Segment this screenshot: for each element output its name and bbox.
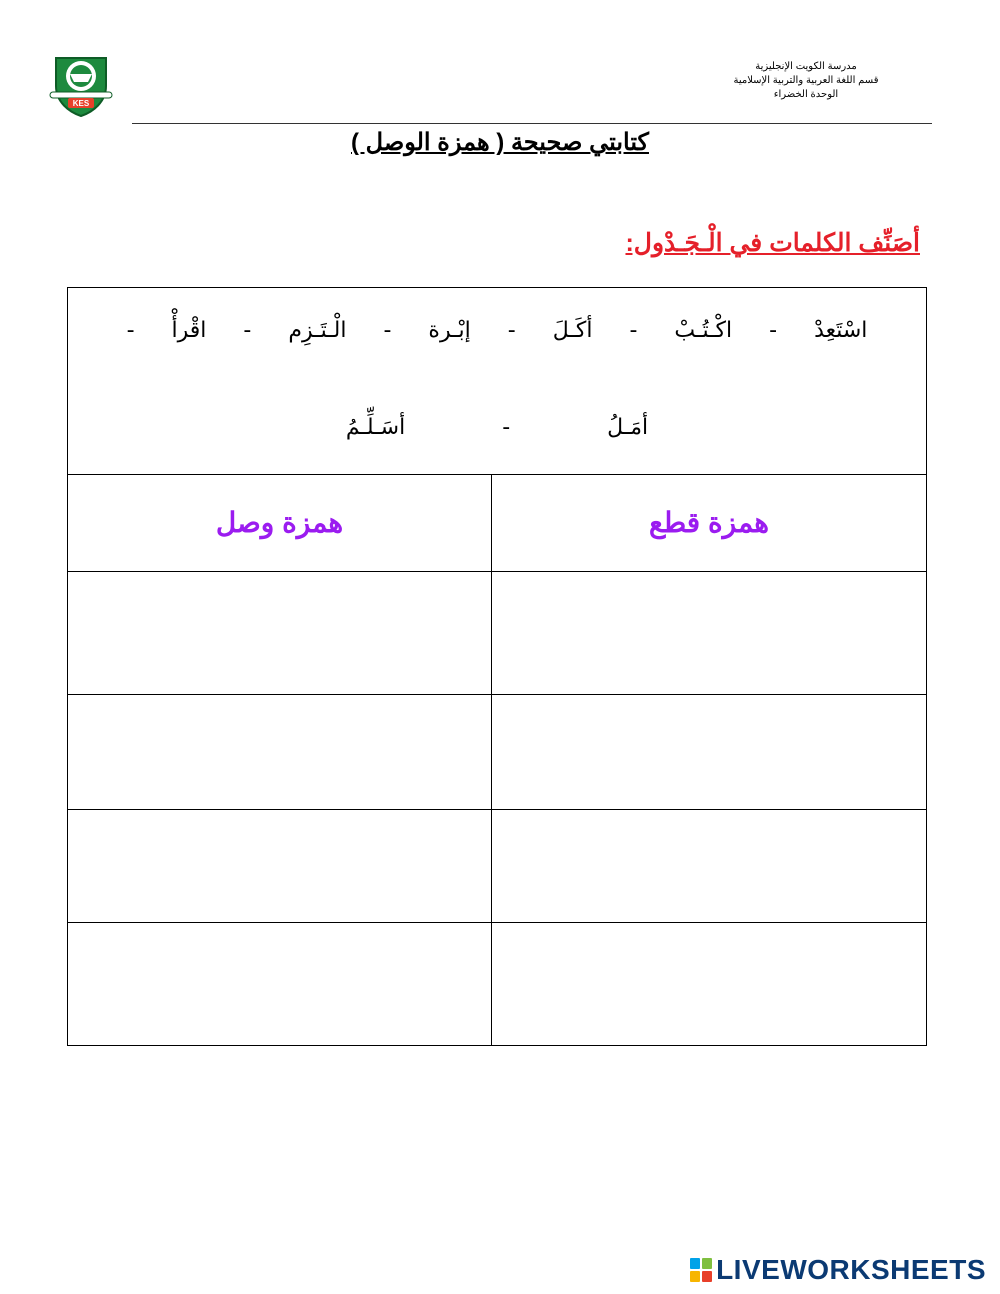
word-bank-line-1 xyxy=(68,318,926,343)
word-bank-line-2 xyxy=(68,415,926,440)
answer-cell-qat-4[interactable] xyxy=(492,923,926,1044)
unit-name: الوحدة الخضراء xyxy=(773,89,839,100)
school-name: مدرسة الكويت الإنجليزية xyxy=(755,61,857,72)
column-header-hamzat-qat: همزة قطع xyxy=(648,507,770,538)
word-item: اسْتَعِدْ xyxy=(814,318,868,343)
column-header-hamzat-wasl: همزة وصل xyxy=(215,507,344,538)
answer-cell-qat-2[interactable] xyxy=(492,695,926,809)
answer-cell-wasl-4[interactable] xyxy=(68,923,491,1044)
word-separator: - xyxy=(629,318,638,343)
word-item: أكَـلَ xyxy=(552,318,593,343)
word-separator: - xyxy=(383,318,392,343)
mark-square xyxy=(702,1271,712,1282)
school-info xyxy=(676,60,936,102)
word-item: أمَـلُ xyxy=(607,415,649,440)
shield-icon xyxy=(48,52,114,118)
word-separator: - xyxy=(507,318,516,343)
liveworksheets-brand-text: LIVEWORKSHEETS xyxy=(716,1254,986,1285)
instruction-text: أصَنِّف الكلمات في الْـجَـدْول: xyxy=(625,229,920,257)
worksheet-title: كتابتي صحيحة ( همزة الوصل ) xyxy=(351,129,649,156)
word-separator: - xyxy=(502,415,511,440)
mark-square xyxy=(690,1258,700,1269)
school-logo xyxy=(48,52,114,118)
answer-cell-wasl-3[interactable] xyxy=(68,810,491,922)
answer-cell-qat-1[interactable] xyxy=(492,572,926,694)
liveworksheets-logo[interactable] xyxy=(690,1254,986,1286)
word-item: إبْـرة xyxy=(428,318,471,343)
mark-square xyxy=(690,1271,700,1282)
department-name: قسم اللغة العربية والتربية الإسلامية xyxy=(733,75,879,86)
word-item: اقْرأْ xyxy=(171,318,207,343)
word-separator: - xyxy=(243,318,252,343)
word-separator: - xyxy=(126,318,135,343)
mark-square xyxy=(702,1258,712,1269)
word-item: أسَـلِّـمُ xyxy=(345,415,406,440)
word-separator: - xyxy=(769,318,778,343)
logo-text: KES xyxy=(72,99,90,108)
answer-cell-wasl-2[interactable] xyxy=(68,695,491,809)
word-item: اكْـتُـبْ xyxy=(674,318,733,343)
answer-cell-wasl-1[interactable] xyxy=(68,572,491,694)
classification-table xyxy=(67,475,927,1046)
answer-cell-qat-3[interactable] xyxy=(492,810,926,922)
word-bank xyxy=(67,287,927,475)
liveworksheets-mark-icon xyxy=(690,1258,712,1282)
word-item: الْـتَـزِم xyxy=(288,318,347,343)
header-divider xyxy=(132,123,932,124)
